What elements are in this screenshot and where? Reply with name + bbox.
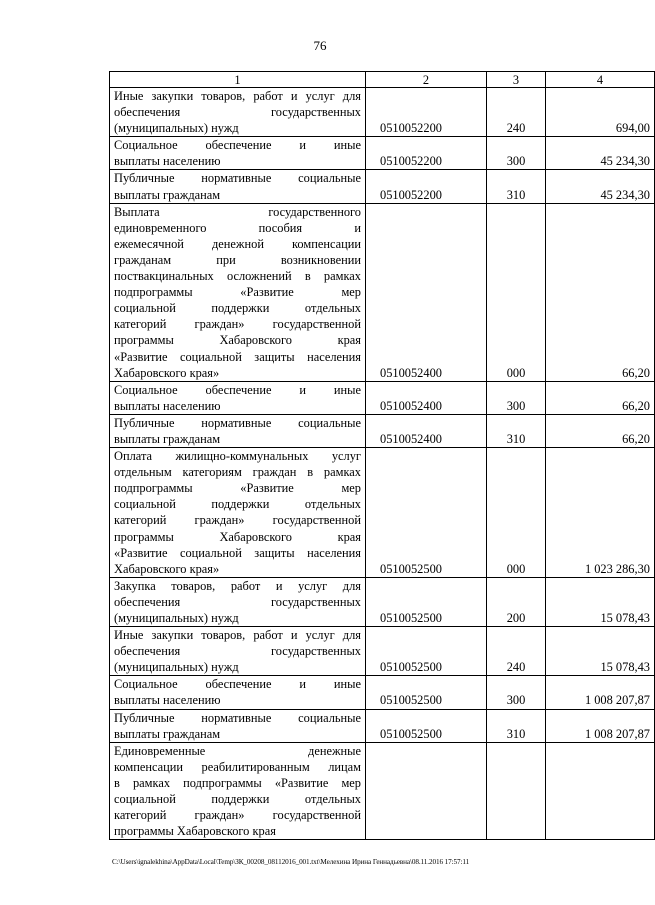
row-amount-cell: 66,20 xyxy=(546,203,655,381)
row-amount-cell: 45 234,30 xyxy=(546,137,655,170)
name-line: Единовременные денежные xyxy=(114,743,361,758)
name-line: (муниципальных) нужд xyxy=(114,660,239,675)
row-amount-cell: 694,00 xyxy=(546,88,655,137)
row-code-cell: 0510052400 xyxy=(366,381,487,414)
row-name-cell xyxy=(110,381,366,414)
row-amount-cell: 66,20 xyxy=(546,414,655,447)
name-line: выплаты населению xyxy=(114,154,221,169)
name-line: отдельным категориям граждан в рамках xyxy=(114,465,361,480)
name-line: категорий граждан» государственной xyxy=(114,317,361,332)
row-type-cell: 240 xyxy=(487,627,546,676)
name-line: Социальное обеспечение и иные xyxy=(114,382,361,397)
table-row xyxy=(110,742,655,840)
table-row xyxy=(110,627,655,676)
name-line: ежемесячной денежной компенсации xyxy=(114,236,361,251)
name-line: Публичные нормативные социальные xyxy=(114,415,361,430)
name-line: Хабаровского края» xyxy=(114,365,220,380)
row-amount-cell: 1 008 207,87 xyxy=(546,709,655,742)
name-line: выплаты населению xyxy=(114,398,221,413)
row-code-cell: 0510052400 xyxy=(366,414,487,447)
row-code-cell: 0510052200 xyxy=(366,88,487,137)
name-line: программы Хабаровского края xyxy=(114,529,361,544)
name-line: обеспечения государственных xyxy=(114,644,361,659)
name-line: Иные закупки товаров, работ и услуг для xyxy=(114,628,361,643)
header-col-4: 4 xyxy=(546,72,655,88)
table-row xyxy=(110,88,655,137)
name-line: «Развитие социальной защиты населения xyxy=(114,349,361,364)
name-line: обеспечения государственных xyxy=(114,594,361,609)
name-line: выплаты гражданам xyxy=(114,431,221,446)
row-type-cell: 000 xyxy=(487,203,546,381)
name-line: социальной поддержки отдельных xyxy=(114,497,361,512)
row-name-cell xyxy=(110,709,366,742)
row-code-cell xyxy=(366,742,487,840)
row-code-cell: 0510052500 xyxy=(366,448,487,578)
table-row xyxy=(110,137,655,170)
row-type-cell xyxy=(487,742,546,840)
row-type-cell: 300 xyxy=(487,676,546,709)
row-code-cell: 0510052500 xyxy=(366,627,487,676)
page-number: 76 xyxy=(313,38,327,53)
row-code-cell: 0510052500 xyxy=(366,577,487,626)
row-code-cell: 0510052200 xyxy=(366,137,487,170)
row-amount-cell: 1 023 286,30 xyxy=(546,448,655,578)
row-type-cell: 300 xyxy=(487,381,546,414)
name-line: выплаты гражданам xyxy=(114,726,221,741)
row-name-cell xyxy=(110,627,366,676)
row-amount-cell: 45 234,30 xyxy=(546,170,655,203)
row-code-cell: 0510052500 xyxy=(366,676,487,709)
name-line: единовременного пособия и xyxy=(114,220,361,235)
row-name-cell xyxy=(110,170,366,203)
row-code-cell: 0510052200 xyxy=(366,170,487,203)
row-type-cell: 240 xyxy=(487,88,546,137)
row-name-cell xyxy=(110,577,366,626)
name-line: Публичные нормативные социальные xyxy=(114,710,361,725)
table-row xyxy=(110,448,655,578)
name-line: выплаты гражданам xyxy=(114,187,221,202)
name-line: «Развитие социальной защиты населения xyxy=(114,545,361,560)
row-name-cell xyxy=(110,203,366,381)
row-name-cell xyxy=(110,448,366,578)
table-row xyxy=(110,381,655,414)
table-header-row xyxy=(110,72,655,88)
table-row xyxy=(110,170,655,203)
row-type-cell: 310 xyxy=(487,414,546,447)
row-code-cell: 0510052400 xyxy=(366,203,487,381)
name-line: (муниципальных) нужд xyxy=(114,611,239,625)
row-amount-cell: 1 008 207,87 xyxy=(546,676,655,709)
table-row xyxy=(110,203,655,381)
row-amount-cell: 15 078,43 xyxy=(546,627,655,676)
name-line: Оплата жилищно-коммунальных услуг xyxy=(114,449,361,464)
name-line: подпрограммы «Развитие мер xyxy=(114,285,361,300)
row-type-cell: 310 xyxy=(487,709,546,742)
name-line: обеспечения государственных xyxy=(114,105,361,120)
table-row xyxy=(110,414,655,447)
row-type-cell: 310 xyxy=(487,170,546,203)
row-name-cell xyxy=(110,137,366,170)
table-row xyxy=(110,577,655,626)
name-line: Выплата государственного xyxy=(114,204,361,219)
row-type-cell: 300 xyxy=(487,137,546,170)
file-path-footer: C:\Users\ignalekhina\AppData\Local\Temp\ЗК_00208_08112016_001.txt\Мелехина Ирина Геннадьевна\08.11.2016 17:57:11 xyxy=(112,858,470,866)
name-line: категорий граждан» государственной xyxy=(114,513,361,528)
row-amount-cell: 15 078,43 xyxy=(546,577,655,626)
name-line: программы Хабаровского края xyxy=(114,333,361,348)
row-amount-cell xyxy=(546,742,655,840)
name-line: социальной поддержки отдельных xyxy=(114,301,361,316)
name-line: социальной поддержки отдельных xyxy=(114,792,361,807)
name-line: поствакцинальных осложнений в рамках xyxy=(114,269,361,284)
name-line: в рамках подпрограммы «Развитие мер xyxy=(114,775,361,790)
name-line: категорий граждан» государственной xyxy=(114,808,361,823)
row-type-cell: 200 xyxy=(487,577,546,626)
name-line: Хабаровского края» xyxy=(114,561,220,576)
row-amount-cell: 66,20 xyxy=(546,381,655,414)
name-line: выплаты населению xyxy=(114,693,221,708)
name-line: подпрограммы «Развитие мер xyxy=(114,481,361,496)
name-line: Иные закупки товаров, работ и услуг для xyxy=(114,89,361,103)
name-line: гражданам при возникновении xyxy=(114,252,361,267)
row-name-cell xyxy=(110,414,366,447)
name-line: компенсации реабилитированным лицам xyxy=(114,759,361,774)
name-line: программы Хабаровского края xyxy=(114,824,276,839)
table-row xyxy=(110,709,655,742)
header-col-2: 2 xyxy=(366,72,487,88)
row-type-cell: 000 xyxy=(487,448,546,578)
row-name-cell xyxy=(110,742,366,840)
table-row xyxy=(110,676,655,709)
row-name-cell xyxy=(110,676,366,709)
budget-table xyxy=(109,71,655,840)
header-col-3: 3 xyxy=(487,72,546,88)
row-name-cell xyxy=(110,88,366,137)
name-line: (муниципальных) нужд xyxy=(114,121,239,136)
name-line: Закупка товаров, работ и услуг для xyxy=(114,578,361,593)
row-code-cell: 0510052500 xyxy=(366,709,487,742)
name-line: Социальное обеспечение и иные xyxy=(114,138,361,153)
header-col-1: 1 xyxy=(110,72,366,88)
name-line: Публичные нормативные социальные xyxy=(114,171,361,186)
name-line: Социальное обеспечение и иные xyxy=(114,677,361,692)
